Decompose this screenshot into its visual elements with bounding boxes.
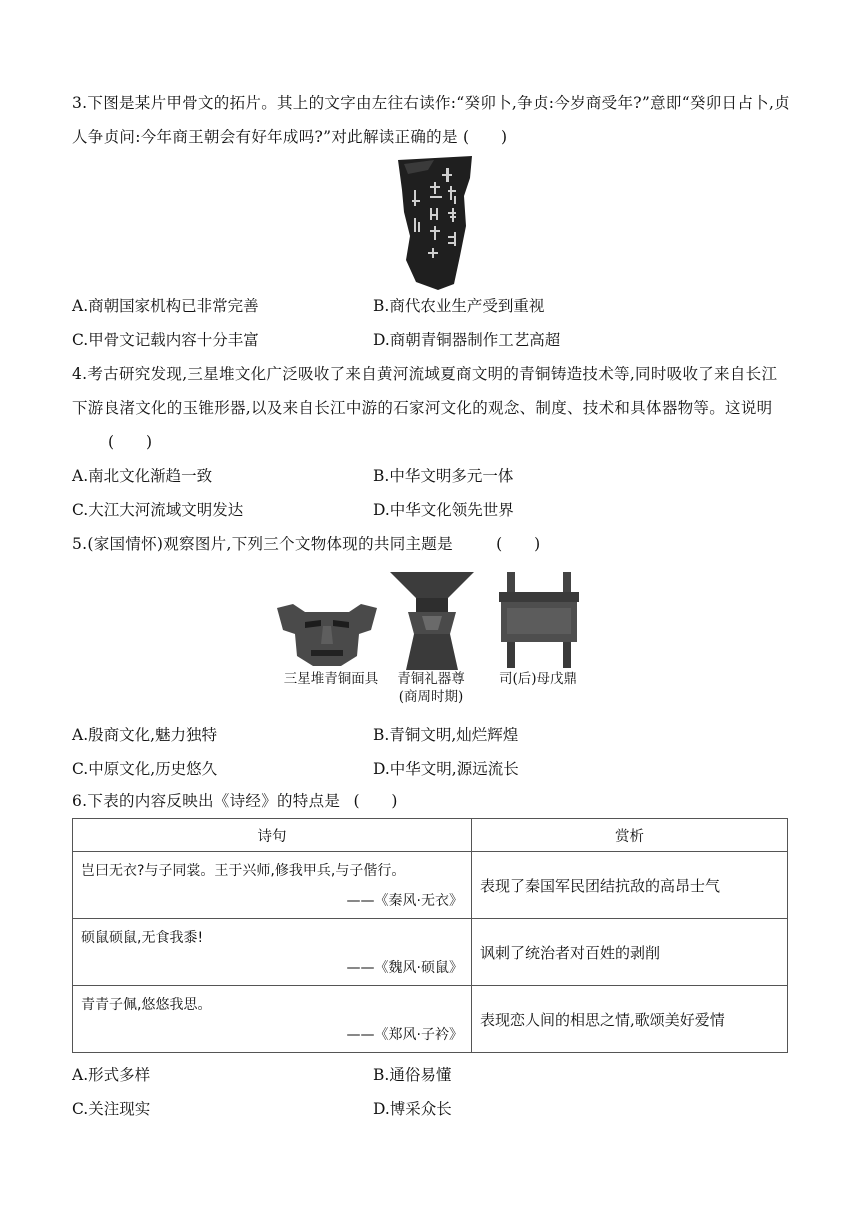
option-b[interactable]: B.通俗易懂: [373, 1066, 452, 1084]
verse-text: 硕鼠硕鼠,无食我黍!: [81, 930, 204, 946]
option-b[interactable]: B.中华文明多元一体: [373, 467, 514, 485]
option-b[interactable]: B.商代农业生产受到重视: [373, 297, 545, 315]
option-d[interactable]: D.商朝青铜器制作工艺高超: [373, 331, 561, 349]
simuwu-ding-image: [493, 572, 585, 668]
table-header-row: [73, 819, 788, 852]
verse-source: ——《魏风·硕鼠》: [346, 960, 463, 976]
question-5-options-row-2: [72, 752, 792, 786]
header-analysis: 赏析: [472, 819, 788, 852]
table-row: [73, 919, 788, 986]
analysis-cell: 表现恋人间的相思之情,歌颂美好爱情: [472, 986, 788, 1053]
oracle-bone-rubbing-image: [394, 156, 474, 290]
question-3: [72, 86, 792, 154]
verse-source: ——《郑风·子衿》: [346, 1027, 463, 1043]
question-5-stem: 5.(家国情怀)观察图片,下列三个文物体现的共同主题是: [72, 535, 453, 553]
option-d[interactable]: D.中华文明,源远流长: [373, 760, 519, 778]
question-5: [72, 527, 792, 561]
verse-text: 岂曰无衣?与子同裳。王于兴师,修我甲兵,与子偕行。: [81, 863, 406, 879]
caption-ding: 司(后)母戊鼎: [498, 671, 578, 687]
option-a[interactable]: A.南北文化渐趋一致: [72, 467, 213, 485]
header-verse: 诗句: [73, 819, 472, 852]
option-d[interactable]: D.中华文化领先世界: [373, 501, 514, 519]
artifact-figure: [273, 568, 593, 708]
question-4: [72, 357, 792, 459]
answer-blank: ( ): [108, 433, 153, 451]
caption-period: (商周时期): [398, 689, 464, 705]
poem-table: [72, 818, 788, 1053]
option-a[interactable]: A.形式多样: [72, 1066, 151, 1084]
question-3-stem: 3.下图是某片甲骨文的拓片。其上的文字由左往右读作:“癸卯卜,争贞:今岁商受年?”意即“癸卯日占卜,贞人争贞问:今年商王朝会有好年成吗?”对此解读正确的是: [72, 94, 790, 146]
question-4-options-row-1: [72, 459, 792, 493]
option-d[interactable]: D.博采众长: [373, 1100, 452, 1118]
verse-source: ——《秦风·无衣》: [346, 893, 463, 909]
option-b[interactable]: B.青铜文明,灿烂辉煌: [373, 726, 519, 744]
bronze-mask-image: [275, 600, 379, 666]
question-6: [72, 784, 792, 818]
question-5-options-row-1: [72, 718, 792, 752]
caption-bronze-zun: 青铜礼器尊: [397, 671, 465, 687]
question-3-options-row-1: [72, 289, 792, 323]
option-a[interactable]: A.殷商文化,魅力独特: [72, 726, 218, 744]
analysis-cell: 表现了秦国军民团结抗敌的高昂士气: [472, 852, 788, 919]
option-c[interactable]: C.甲骨文记载内容十分丰富: [72, 331, 259, 349]
verse-cell: [73, 919, 472, 986]
verse-text: 青青子佩,悠悠我思。: [81, 997, 212, 1013]
question-3-options-row-2: [72, 323, 792, 357]
table-row: [73, 986, 788, 1053]
question-4-options-row-2: [72, 493, 792, 527]
verse-cell: [73, 986, 472, 1053]
question-6-options-row-2: [72, 1092, 792, 1126]
question-4-stem: 4.考古研究发现,三星堆文化广泛吸收了来自黄河流域夏商文明的青铜铸造技术等,同时吸收了来自长江下游良渚文化的玉锥形器,以及来自长江中游的石家河文化的观念、制度、技术和具体器物等。这说明: [72, 365, 778, 417]
question-6-stem: 6.下表的内容反映出《诗经》的特点是: [72, 792, 341, 810]
table-row: [73, 852, 788, 919]
option-c[interactable]: C.关注现实: [72, 1100, 151, 1118]
answer-blank: ( ): [463, 128, 508, 146]
option-a[interactable]: A.商朝国家机构已非常完善: [72, 297, 259, 315]
verse-cell: [73, 852, 472, 919]
answer-blank: ( ): [353, 792, 398, 810]
analysis-cell: 讽刺了统治者对百姓的剥削: [472, 919, 788, 986]
option-c[interactable]: C.大江大河流域文明发达: [72, 501, 244, 519]
question-6-options-row-1: [72, 1058, 792, 1092]
answer-blank: ( ): [496, 535, 541, 553]
option-c[interactable]: C.中原文化,历史悠久: [72, 760, 218, 778]
bronze-zun-vessel-image: [388, 568, 476, 670]
caption-bronze-mask: 三星堆青铜面具: [283, 671, 379, 687]
